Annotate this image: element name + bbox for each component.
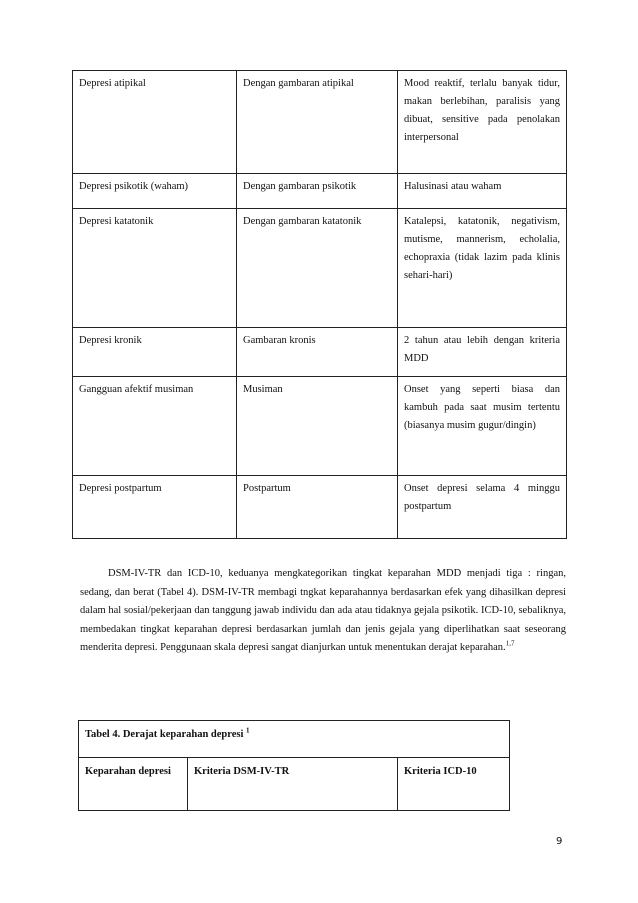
severity-table	[78, 720, 510, 811]
body-paragraph	[80, 565, 566, 658]
table-caption-row	[79, 721, 510, 758]
caption-text: Tabel 4. Derajat keparahan depresi	[85, 729, 247, 740]
subtype-name: Depresi atipikal	[73, 71, 237, 174]
table-row	[73, 377, 567, 476]
table-row	[73, 476, 567, 539]
subtype-description: Onset yang seperti biasa dan kambuh pada saat musim tertentu (biasanya musim gugur/dingin)	[398, 377, 567, 476]
subtype-description: Onset depresi selama 4 minggu postpartum	[398, 476, 567, 539]
subtype-description: Halusinasi atau waham	[398, 174, 567, 209]
subtype-feature: Dengan gambaran psikotik	[237, 174, 398, 209]
header-dsm: Kriteria DSM-IV-TR	[188, 758, 398, 811]
table-row	[73, 71, 567, 174]
subtype-feature: Musiman	[237, 377, 398, 476]
subtype-description: 2 tahun atau lebih dengan kriteria MDD	[398, 328, 567, 377]
subtype-name: Gangguan afektif musiman	[73, 377, 237, 476]
subtype-feature: Postpartum	[237, 476, 398, 539]
header-severity: Keparahan depresi	[79, 758, 188, 811]
caption-ref: 1	[246, 726, 250, 735]
subtype-description: Katalepsi, katatonik, negativism, mutisme, mannerism, echolalia, echopraxia (tidak lazim pada klinis sehari-hari)	[398, 209, 567, 328]
subtype-name: Depresi postpartum	[73, 476, 237, 539]
subtype-name: Depresi psikotik (waham)	[73, 174, 237, 209]
subtype-description: Mood reaktif, terlalu banyak tidur, makan berlebihan, paralisis yang dibuat, sensitive pada penolakan interpersonal	[398, 71, 567, 174]
page-number: 9	[556, 836, 563, 847]
subtype-feature: Gambaran kronis	[237, 328, 398, 377]
table-header-row	[79, 758, 510, 811]
table-row	[73, 209, 567, 328]
header-icd: Kriteria ICD-10	[398, 758, 510, 811]
subtype-feature: Dengan gambaran atipikal	[237, 71, 398, 174]
paragraph-text: DSM-IV-TR dan ICD-10, keduanya mengkategorikan tingkat keparahan MDD menjadi tiga : ringan, sedang, dan berat (Tabel 4). DSM-IV-TR membagi tngkat keparahannya berdasarkan efek yang dihasilkan depresi dalam hal sosial/pekerjaan dan tanggung jawab individu dan ada atau tidaknya gejala psikotik. ICD-10, sebaliknya, membedakan tingkat keparahan depresi berdasarkan jumlah dan jenis gejala yang diperlihatkan saat seseorang menderita depresi. Penggunaan skala depresi sangat dianjurkan untuk menentukan derajat keparahan.	[80, 568, 566, 654]
table-row	[73, 328, 567, 377]
citation-ref: 1,7	[505, 639, 515, 648]
depression-subtype-table	[72, 70, 567, 539]
subtype-name: Depresi katatonik	[73, 209, 237, 328]
table-caption	[79, 721, 510, 758]
subtype-name: Depresi kronik	[73, 328, 237, 377]
table-row	[73, 174, 567, 209]
subtype-feature: Dengan gambaran katatonik	[237, 209, 398, 328]
